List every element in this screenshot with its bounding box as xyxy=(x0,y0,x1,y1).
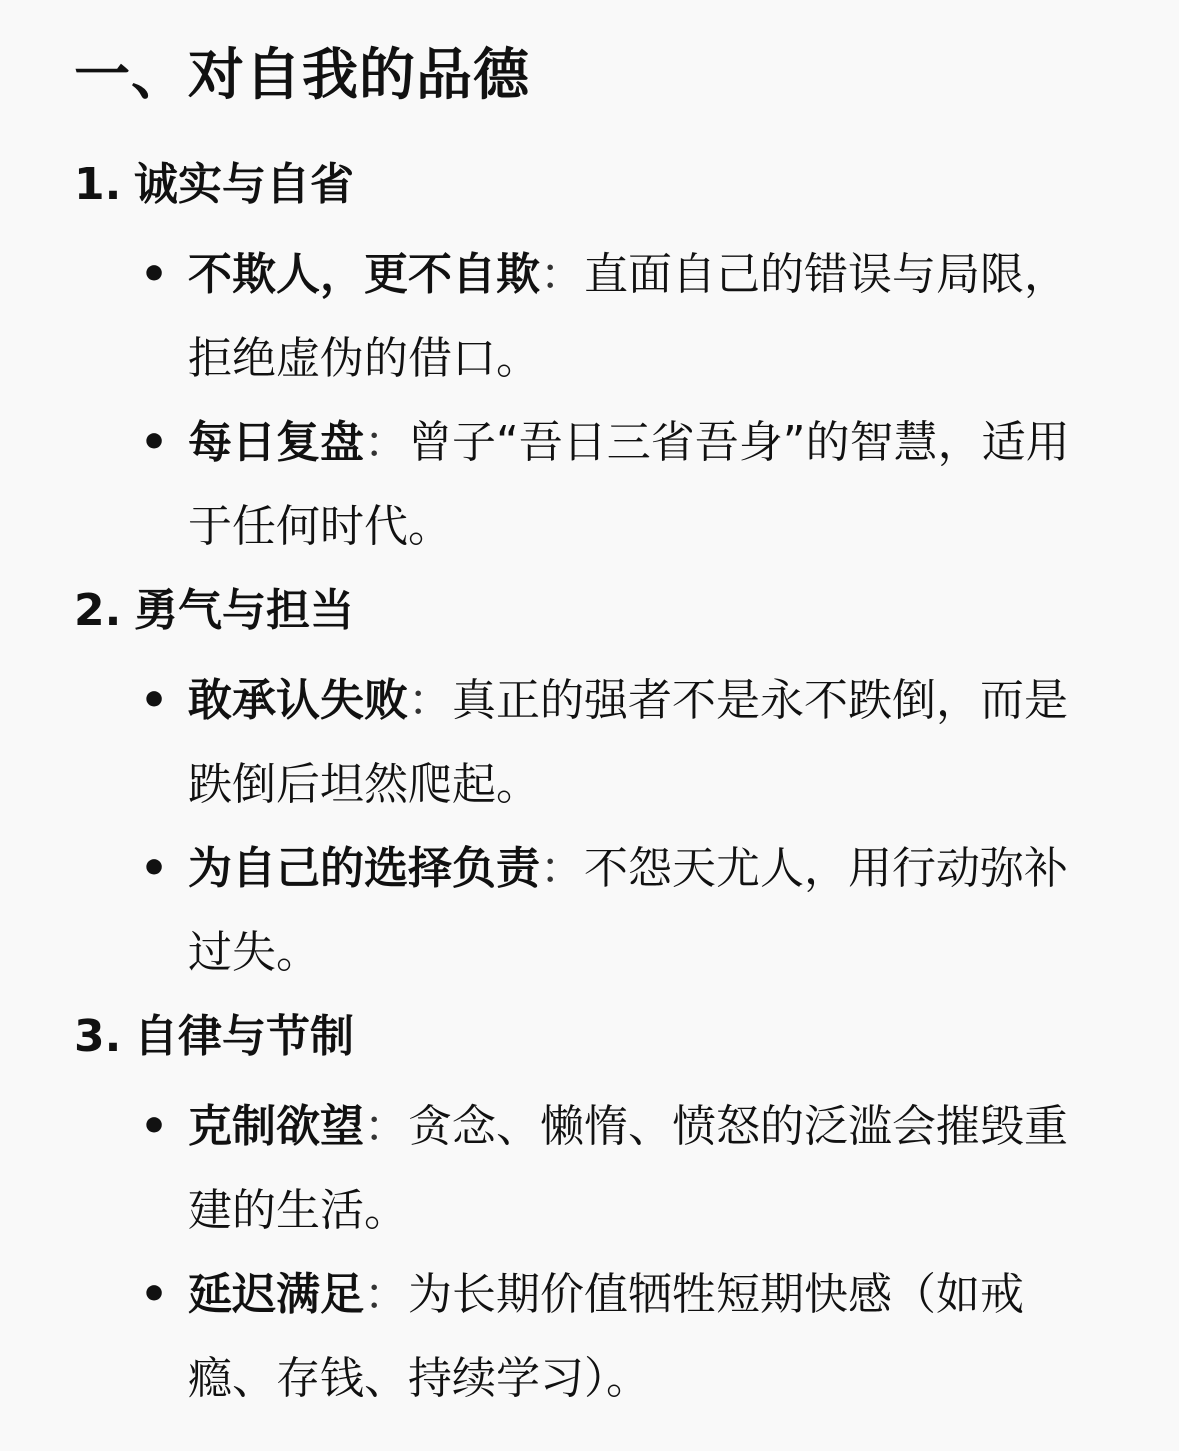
list-item-text xyxy=(188,1253,1103,1421)
section-title: 自律与节制 xyxy=(134,1011,354,1062)
section-heading-2 xyxy=(74,583,354,639)
item-description: 真正的强者不是永不跌倒，而是跌倒后坦然爬起。 xyxy=(188,675,1068,810)
item-label: 克制欲望 xyxy=(188,1101,364,1152)
section-title: 勇气与担当 xyxy=(134,585,354,636)
list-item xyxy=(140,1085,1100,1253)
item-description: 为长期价值牺牲短期快感（如戒瘾、存钱、持续学习）。 xyxy=(188,1269,1024,1404)
list-item-text xyxy=(188,827,1103,995)
bullet-icon: • xyxy=(140,675,169,726)
section-heading-1 xyxy=(74,157,354,213)
bullet-icon: • xyxy=(140,1269,169,1320)
section-heading-3 xyxy=(74,1009,354,1065)
list-item xyxy=(140,659,1100,827)
item-separator: ： xyxy=(540,843,584,894)
item-separator: ： xyxy=(364,1101,408,1152)
item-description: 直面自己的错误与局限，拒绝虚伪的借口。 xyxy=(188,249,1068,384)
item-separator: ： xyxy=(540,249,584,300)
item-description: 曾子“吾日三省吾身”的智慧，适用于任何时代。 xyxy=(188,417,1070,552)
list-item xyxy=(140,401,1100,569)
item-label: 延迟满足 xyxy=(188,1269,364,1320)
bullet-icon: • xyxy=(140,843,169,894)
item-description: 贪念、懒惰、愤怒的泛滥会摧毁重建的生活。 xyxy=(188,1101,1068,1236)
list-item-text xyxy=(188,401,1103,569)
list-item-text xyxy=(188,1085,1103,1253)
bullet-icon: • xyxy=(140,249,169,300)
list-item-text xyxy=(188,233,1103,401)
item-separator: ： xyxy=(364,417,408,468)
list-item xyxy=(140,827,1100,995)
item-label: 每日复盘 xyxy=(188,417,364,468)
section-number: 2. xyxy=(74,585,122,636)
section-number: 1. xyxy=(74,159,122,210)
section-number: 3. xyxy=(74,1011,122,1062)
page-title: 一、对自我的品德 xyxy=(74,43,530,108)
item-description: 不怨天尤人，用行动弥补过失。 xyxy=(188,843,1068,978)
item-separator: ： xyxy=(408,675,452,726)
item-separator: ： xyxy=(364,1269,408,1320)
section-title: 诚实与自省 xyxy=(134,159,354,210)
bullet-icon: • xyxy=(140,1101,169,1152)
list-item xyxy=(140,233,1100,401)
list-item-text xyxy=(188,659,1103,827)
item-label: 为自己的选择负责 xyxy=(188,843,540,894)
bullet-icon: • xyxy=(140,417,169,468)
item-label: 敢承认失败 xyxy=(188,675,408,726)
item-label: 不欺人，更不自欺 xyxy=(188,249,540,300)
list-item xyxy=(140,1253,1100,1421)
